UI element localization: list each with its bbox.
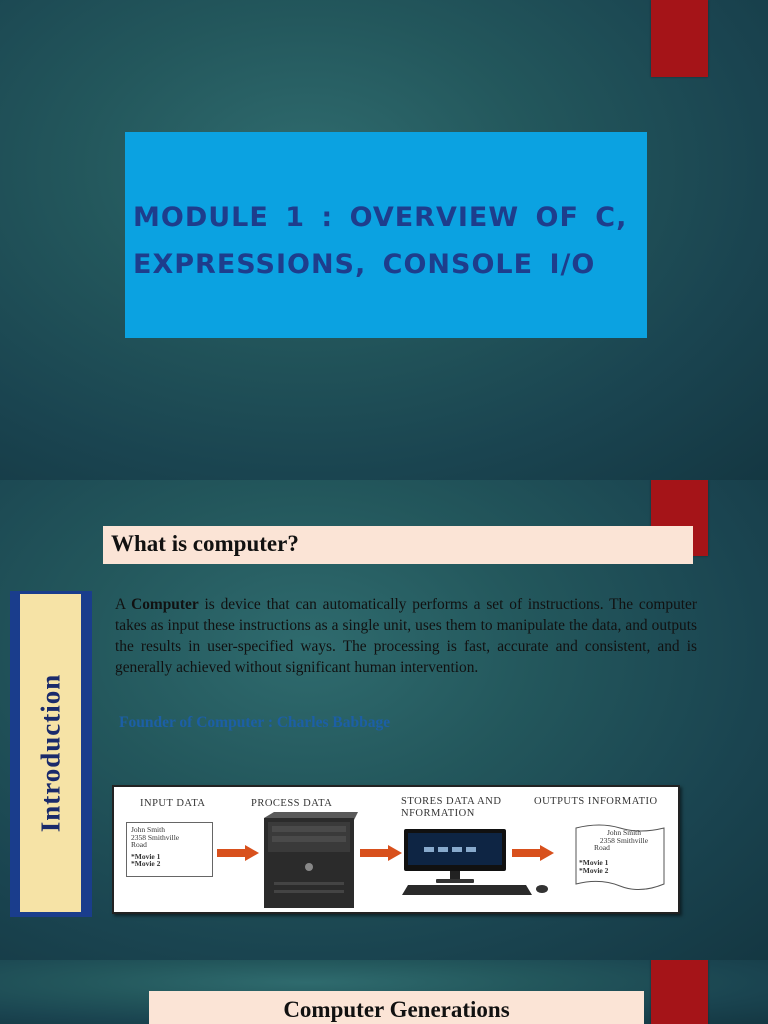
computer-process-diagram [112,785,680,914]
input-doc-line: Road [131,840,147,849]
heading-bar [149,991,644,1024]
output-doc-line: Road [594,843,610,852]
computer-tower-icon [260,812,358,908]
side-tab-inner [20,594,81,912]
output-doc-line: 2358 Smithville [599,835,649,845]
side-label: Introduction [35,673,65,833]
output-document [584,829,664,852]
side-tab [10,591,92,917]
accent-tab [651,0,708,77]
slide-heading: What is computer? [111,531,299,556]
output-doc-line: John Smith [607,828,641,837]
input-doc-line: 2358 Smithville [131,832,180,842]
stores-data-label-2: NFORMATION [401,808,475,819]
input-data-label: INPUT DATA [140,798,206,809]
slide-title: MODULE 1 : OVERVIEW OF C, EXPRESSIONS, CONSOLE I/O [133,202,628,280]
definition-paragraph [115,594,697,678]
intro-slide [0,480,768,960]
paragraph-body: is device that can automatically performs a set of instructions. The computer takes as input these instructions as a single unit, uses them to manipulate the data, and outputs the results in user-specified ways. The processing is fast, accurate and consistent, and is generally achieved without significant human intervention. [115,596,697,676]
title-box [125,132,647,338]
process-data-label: PROCESS DATA [251,798,333,809]
input-doc-line: *Movie 1 [131,851,161,861]
accent-tab [651,960,708,1024]
input-doc-line: John Smith [131,825,165,834]
desktop-computer-icon [402,829,552,899]
title-slide [0,0,768,480]
input-document [126,822,213,877]
stores-data-label-1: STORES DATA AND [401,796,502,807]
paragraph-term: Computer [131,596,199,613]
generations-slide [0,960,768,1024]
arrow-icon [217,845,259,861]
input-doc-line: *Movie 2 [131,859,161,868]
outputs-information-label: OUTPUTS INFORMATIO [534,796,658,807]
paragraph-lead: A [115,596,126,613]
output-doc-line: *Movie 1 [579,858,609,867]
output-document-movies [579,859,639,874]
output-doc-line: *Movie 2 [579,865,609,875]
founder-text: Founder of Computer : Charles Babbage [119,714,391,731]
slide-heading: Computer Generations [283,997,510,1022]
arrow-icon [360,845,402,861]
heading-bar [103,526,693,564]
